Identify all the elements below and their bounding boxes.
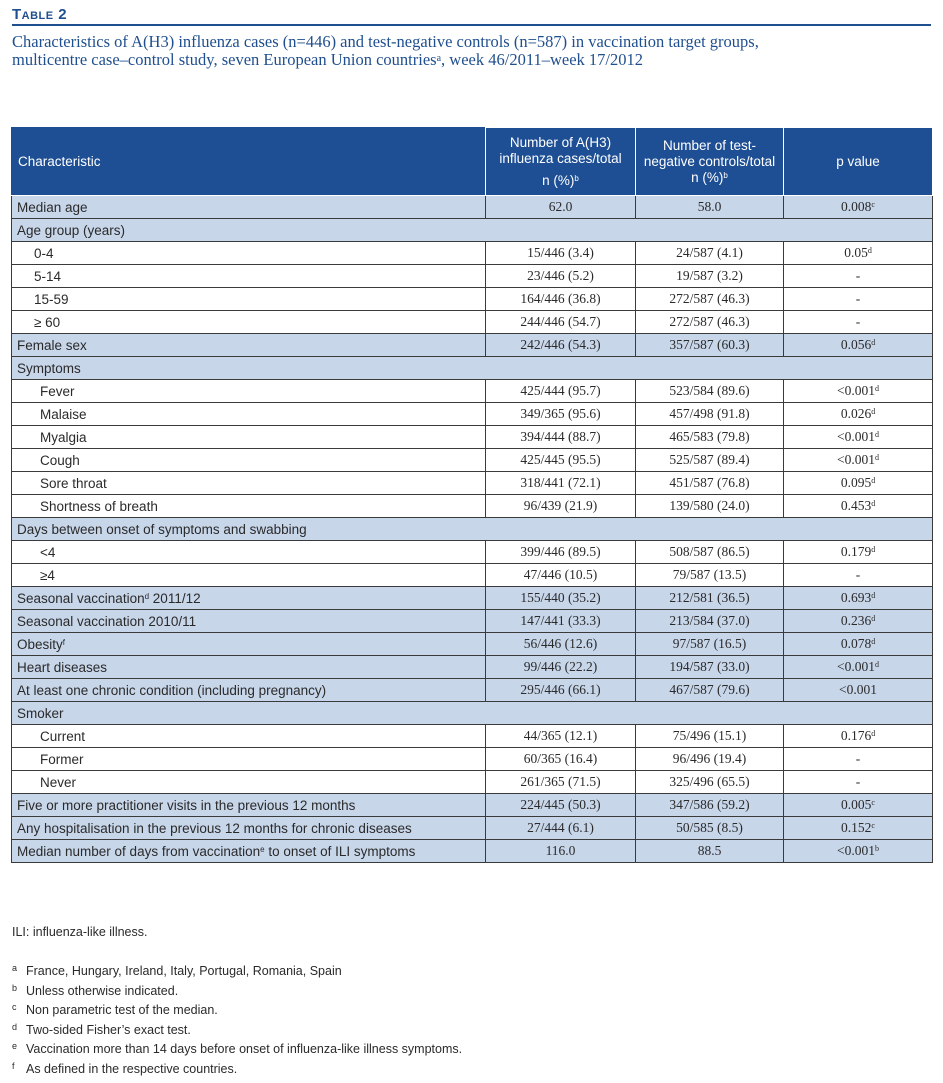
p-value-cell xyxy=(784,610,933,633)
row-label-text: Cough xyxy=(40,452,80,468)
row-label-text: Current xyxy=(40,728,86,744)
row-label xyxy=(12,610,486,633)
p-value-text: 0.453 xyxy=(840,498,872,513)
p-value-text: <0.001 xyxy=(837,659,875,674)
controls-cell: 75/496 (15.1) xyxy=(636,725,784,748)
table-row xyxy=(12,817,933,840)
table-row xyxy=(12,265,933,288)
header-cases-sup: b xyxy=(574,173,579,183)
section-label xyxy=(12,702,933,725)
cases-cell: 295/446 (66.1) xyxy=(486,679,636,702)
controls-cell: 194/587 (33.0) xyxy=(636,656,784,679)
cases-cell: 261/365 (71.5) xyxy=(486,771,636,794)
p-value-cell xyxy=(784,426,933,449)
row-label xyxy=(12,495,486,518)
row-label xyxy=(12,771,486,794)
table-row xyxy=(12,633,933,656)
row-label xyxy=(12,196,486,219)
p-value-cell xyxy=(784,541,933,564)
row-label-text: Never xyxy=(40,774,77,790)
footnote-list xyxy=(12,962,931,1080)
caption-line-1: Characteristics of A(H3) influenza cases (n=446) and test-negative controls (n=587) in vaccination target groups, xyxy=(12,32,759,51)
row-label-footnote-mark: f xyxy=(62,637,66,647)
p-value-footnote-mark: d xyxy=(867,246,872,255)
row-label-text: Five or more practitioner visits in the previous 12 months xyxy=(17,797,356,813)
row-label xyxy=(12,725,486,748)
row-label xyxy=(12,656,486,679)
p-value-text: <0.001 xyxy=(837,843,875,858)
p-value-cell xyxy=(784,840,933,863)
cases-cell: 318/441 (72.1) xyxy=(486,472,636,495)
p-value-cell xyxy=(784,334,933,357)
row-label-text: 15-59 xyxy=(34,291,69,307)
cases-cell: 56/446 (12.6) xyxy=(486,633,636,656)
p-value-cell xyxy=(784,748,933,771)
row-label xyxy=(12,426,486,449)
controls-cell: 97/587 (16.5) xyxy=(636,633,784,656)
controls-cell: 139/580 (24.0) xyxy=(636,495,784,518)
controls-cell: 357/587 (60.3) xyxy=(636,334,784,357)
header-characteristic: Characteristic xyxy=(12,128,486,196)
p-value-footnote-mark: d xyxy=(871,637,876,646)
table-notes xyxy=(12,925,931,1080)
table-row xyxy=(12,380,933,403)
footnote-mark: a xyxy=(12,963,18,973)
p-value-footnote-mark: d xyxy=(871,499,876,508)
row-label xyxy=(12,449,486,472)
table-row xyxy=(12,472,933,495)
caption-footnote-mark: a xyxy=(436,53,442,64)
p-value-cell xyxy=(784,725,933,748)
p-value-text: 0.152 xyxy=(841,820,872,835)
footnote-text: France, Hungary, Ireland, Italy, Portugal, Romania, Spain xyxy=(26,964,342,978)
cases-cell: 425/444 (95.7) xyxy=(486,380,636,403)
cases-cell: 62.0 xyxy=(486,196,636,219)
row-label-text: Fever xyxy=(40,383,75,399)
p-value-text: <0.001 xyxy=(839,682,877,697)
table-row xyxy=(12,725,933,748)
row-label xyxy=(12,633,486,656)
section-label xyxy=(12,219,933,242)
p-value-cell xyxy=(784,817,933,840)
table-label: Table 2 xyxy=(12,6,931,26)
controls-cell: 272/587 (46.3) xyxy=(636,311,784,334)
p-value-text: 0.176 xyxy=(840,728,872,743)
footnote xyxy=(12,1001,931,1021)
row-label-footnote-mark: e xyxy=(260,844,265,854)
controls-cell: 325/496 (65.5) xyxy=(636,771,784,794)
p-value-cell xyxy=(784,794,933,817)
p-value-cell xyxy=(784,242,933,265)
p-value-footnote-mark: c xyxy=(871,798,875,807)
header-controls-unit-text: n (%) xyxy=(691,169,724,185)
table-row xyxy=(12,679,933,702)
footnote xyxy=(12,1021,931,1041)
row-label xyxy=(12,334,486,357)
p-value-cell xyxy=(784,380,933,403)
p-value-cell xyxy=(784,656,933,679)
row-label-text: Female sex xyxy=(17,337,87,353)
table-row xyxy=(12,196,933,219)
row-label-text: Sore throat xyxy=(40,475,107,491)
table-row xyxy=(12,242,933,265)
header-controls-label: Number of test-negative controls/total xyxy=(643,137,776,169)
p-value-text: 0.693 xyxy=(840,590,872,605)
table-row xyxy=(12,334,933,357)
p-value-footnote-mark: d xyxy=(875,660,879,669)
p-value-footnote-mark: c xyxy=(871,821,875,830)
p-value-footnote-mark: d xyxy=(871,614,876,623)
footnote-text: As defined in the respective countries. xyxy=(26,1061,238,1076)
row-label-text: Smoker xyxy=(17,705,64,721)
row-label-text: ≥4 xyxy=(40,567,55,583)
caption-line-2 xyxy=(12,51,931,69)
p-value-cell xyxy=(784,449,933,472)
p-value-cell xyxy=(784,288,933,311)
row-label-text: Seasonal vaccination 2010/11 xyxy=(17,613,197,629)
row-label-text: Median age xyxy=(17,199,88,215)
controls-cell: 347/586 (59.2) xyxy=(636,794,784,817)
p-value-text: 0.095 xyxy=(840,475,872,490)
p-value-text: - xyxy=(855,567,861,582)
controls-cell: 50/585 (8.5) xyxy=(636,817,784,840)
cases-cell: 44/365 (12.1) xyxy=(486,725,636,748)
controls-cell: 212/581 (36.5) xyxy=(636,587,784,610)
p-value-text: 0.078 xyxy=(840,636,872,651)
p-value-footnote-mark: b xyxy=(875,844,879,853)
p-value-text: 0.008 xyxy=(841,199,872,214)
table-row xyxy=(12,495,933,518)
table-row xyxy=(12,426,933,449)
header-cases-unit xyxy=(490,173,631,189)
row-label xyxy=(12,311,486,334)
caption-line-2-text: multicentre case–control study, seven European Union countries xyxy=(12,50,437,69)
row-label-footnote-mark: d xyxy=(144,591,150,601)
row-label-text: Myalgia xyxy=(40,429,87,445)
p-value-footnote-mark: c xyxy=(871,200,875,209)
row-label xyxy=(12,794,486,817)
row-label-text: Days between onset of symptoms and swabbing xyxy=(17,521,307,537)
section-label xyxy=(12,518,933,541)
p-value-text: - xyxy=(855,291,861,306)
controls-cell: 24/587 (4.1) xyxy=(636,242,784,265)
controls-cell: 213/584 (37.0) xyxy=(636,610,784,633)
p-value-text: <0.001 xyxy=(837,452,875,467)
cases-cell: 96/439 (21.9) xyxy=(486,495,636,518)
row-label-text-end: 2011/12 xyxy=(149,590,201,606)
row-label-text: 5-14 xyxy=(34,268,62,284)
controls-cell: 58.0 xyxy=(636,196,784,219)
p-value-text: <0.001 xyxy=(837,383,875,398)
cases-cell: 99/446 (22.2) xyxy=(486,656,636,679)
p-value-footnote-mark: d xyxy=(875,430,879,439)
row-label-text: Heart diseases xyxy=(17,659,108,675)
section-row xyxy=(12,518,933,541)
footnote xyxy=(12,1060,931,1080)
footnote-mark: f xyxy=(12,1060,15,1071)
table-row xyxy=(12,748,933,771)
p-value-text: 0.05 xyxy=(844,245,868,260)
section-row xyxy=(12,702,933,725)
p-value-footnote-mark: d xyxy=(871,476,876,485)
table-row xyxy=(12,794,933,817)
footnote-mark: b xyxy=(12,982,18,993)
abbreviation-note: ILI: influenza-like illness. xyxy=(12,925,148,939)
table-row xyxy=(12,656,933,679)
table-caption xyxy=(12,33,931,69)
row-label xyxy=(12,380,486,403)
p-value-cell xyxy=(784,495,933,518)
controls-cell: 79/587 (13.5) xyxy=(636,564,784,587)
row-label xyxy=(12,541,486,564)
row-label-text: Former xyxy=(40,751,84,767)
cases-cell: 23/446 (5.2) xyxy=(486,265,636,288)
row-label-text: At least one chronic condition (including pregnancy) xyxy=(17,682,327,698)
controls-cell: 19/587 (3.2) xyxy=(636,265,784,288)
p-value-text: - xyxy=(855,314,861,329)
table-row xyxy=(12,610,933,633)
header-controls-unit xyxy=(691,170,728,185)
footnote-mark: c xyxy=(12,1002,17,1013)
controls-cell: 272/587 (46.3) xyxy=(636,288,784,311)
row-label xyxy=(12,817,486,840)
footnote xyxy=(12,982,931,1002)
cases-cell: 116.0 xyxy=(486,840,636,863)
section-label xyxy=(12,357,933,380)
header-controls xyxy=(636,128,784,196)
header-cases-label: Number of A(H3) influenza cases/total xyxy=(499,134,622,166)
p-value-text: 0.026 xyxy=(840,406,872,421)
p-value-cell xyxy=(784,472,933,495)
section-row xyxy=(12,219,933,242)
cases-cell: 155/440 (35.2) xyxy=(486,587,636,610)
caption-line-2-end: , week 46/2011–week 17/2012 xyxy=(441,50,643,69)
row-label-text: Shortness of breath xyxy=(40,498,158,514)
cases-cell: 224/445 (50.3) xyxy=(486,794,636,817)
row-label xyxy=(12,288,486,311)
p-value-cell xyxy=(784,311,933,334)
cases-cell: 244/446 (54.7) xyxy=(486,311,636,334)
controls-cell: 96/496 (19.4) xyxy=(636,748,784,771)
p-value-cell xyxy=(784,633,933,656)
table-row xyxy=(12,288,933,311)
row-label-text: Any hospitalisation in the previous 12 months for chronic diseases xyxy=(17,820,412,836)
table-row xyxy=(12,449,933,472)
p-value-cell xyxy=(784,679,933,702)
cases-cell: 147/441 (33.3) xyxy=(486,610,636,633)
footnote-text: Two-sided Fisher’s exact test. xyxy=(26,1022,191,1037)
cases-cell: 47/446 (10.5) xyxy=(486,564,636,587)
p-value-cell xyxy=(784,564,933,587)
row-label xyxy=(12,403,486,426)
row-label-text: Median number of days from vaccination xyxy=(17,843,261,859)
cases-cell: 425/445 (95.5) xyxy=(486,449,636,472)
row-label xyxy=(12,472,486,495)
row-label-text: Obesity xyxy=(17,636,63,652)
p-value-cell xyxy=(784,771,933,794)
cases-cell: 399/446 (89.5) xyxy=(486,541,636,564)
footnote-text: Vaccination more than 14 days before onset of influenza-like illness symptoms. xyxy=(26,1042,463,1057)
p-value-text: - xyxy=(855,268,861,283)
footnote xyxy=(12,962,931,982)
p-value-footnote-mark: d xyxy=(875,384,879,393)
p-value-text: 0.179 xyxy=(840,544,872,559)
row-label xyxy=(12,242,486,265)
footnote xyxy=(12,1040,931,1060)
table-row xyxy=(12,564,933,587)
p-value-footnote-mark: d xyxy=(871,545,876,554)
controls-cell: 88.5 xyxy=(636,840,784,863)
footnote-text: Non parametric test of the median. xyxy=(26,1003,218,1018)
cases-cell: 60/365 (16.4) xyxy=(486,748,636,771)
p-value-footnote-mark: d xyxy=(871,591,876,600)
p-value-text: 0.005 xyxy=(841,797,872,812)
row-label xyxy=(12,679,486,702)
table-row xyxy=(12,403,933,426)
cases-cell: 394/444 (88.7) xyxy=(486,426,636,449)
footnote-mark: d xyxy=(12,1021,18,1032)
header-p-value: p value xyxy=(784,128,933,196)
table-header-row xyxy=(12,128,933,196)
p-value-text: 0.236 xyxy=(840,613,872,628)
row-label-text: Age group (years) xyxy=(17,222,126,238)
p-value-text: - xyxy=(855,774,861,789)
p-value-cell xyxy=(784,587,933,610)
footnote-text: Unless otherwise indicated. xyxy=(26,983,179,998)
table-row xyxy=(12,587,933,610)
footnote-mark: e xyxy=(12,1041,18,1052)
row-label xyxy=(12,748,486,771)
header-cases xyxy=(486,128,636,196)
table-row xyxy=(12,840,933,863)
row-label xyxy=(12,587,486,610)
row-label-text: Symptoms xyxy=(17,360,81,376)
p-value-cell xyxy=(784,403,933,426)
row-label xyxy=(12,564,486,587)
p-value-text: 0.056 xyxy=(840,337,872,352)
header-cases-unit-text: n (%) xyxy=(542,172,575,188)
p-value-text: - xyxy=(855,751,861,766)
p-value-footnote-mark: d xyxy=(875,453,879,462)
controls-cell: 467/587 (79.6) xyxy=(636,679,784,702)
controls-cell: 508/587 (86.5) xyxy=(636,541,784,564)
p-value-footnote-mark: d xyxy=(871,407,876,416)
row-label-text: Malaise xyxy=(40,406,87,422)
table-row xyxy=(12,541,933,564)
cases-cell: 15/446 (3.4) xyxy=(486,242,636,265)
row-label xyxy=(12,840,486,863)
cases-cell: 164/446 (36.8) xyxy=(486,288,636,311)
p-value-cell xyxy=(784,196,933,219)
controls-cell: 465/583 (79.8) xyxy=(636,426,784,449)
cases-cell: 27/444 (6.1) xyxy=(486,817,636,840)
table-row xyxy=(12,311,933,334)
controls-cell: 525/587 (89.4) xyxy=(636,449,784,472)
cases-cell: 349/365 (95.6) xyxy=(486,403,636,426)
table-body xyxy=(12,196,933,863)
table-row xyxy=(12,771,933,794)
characteristics-table xyxy=(11,127,933,863)
p-value-footnote-mark: d xyxy=(871,338,876,347)
controls-cell: 523/584 (89.6) xyxy=(636,380,784,403)
row-label-text: ≥ 60 xyxy=(34,314,61,330)
section-row xyxy=(12,357,933,380)
row-label xyxy=(12,265,486,288)
row-label-text: Seasonal vaccination xyxy=(17,590,145,606)
p-value-text: <0.001 xyxy=(837,429,875,444)
cases-cell: 242/446 (54.3) xyxy=(486,334,636,357)
row-label-text: 0-4 xyxy=(34,245,54,261)
p-value-footnote-mark: d xyxy=(871,729,876,738)
controls-cell: 451/587 (76.8) xyxy=(636,472,784,495)
row-label-text: <4 xyxy=(40,544,56,560)
row-label-text-end: to onset of ILI symptoms xyxy=(264,843,416,859)
p-value-cell xyxy=(784,265,933,288)
header-controls-sup: b xyxy=(723,170,728,180)
controls-cell: 457/498 (91.8) xyxy=(636,403,784,426)
